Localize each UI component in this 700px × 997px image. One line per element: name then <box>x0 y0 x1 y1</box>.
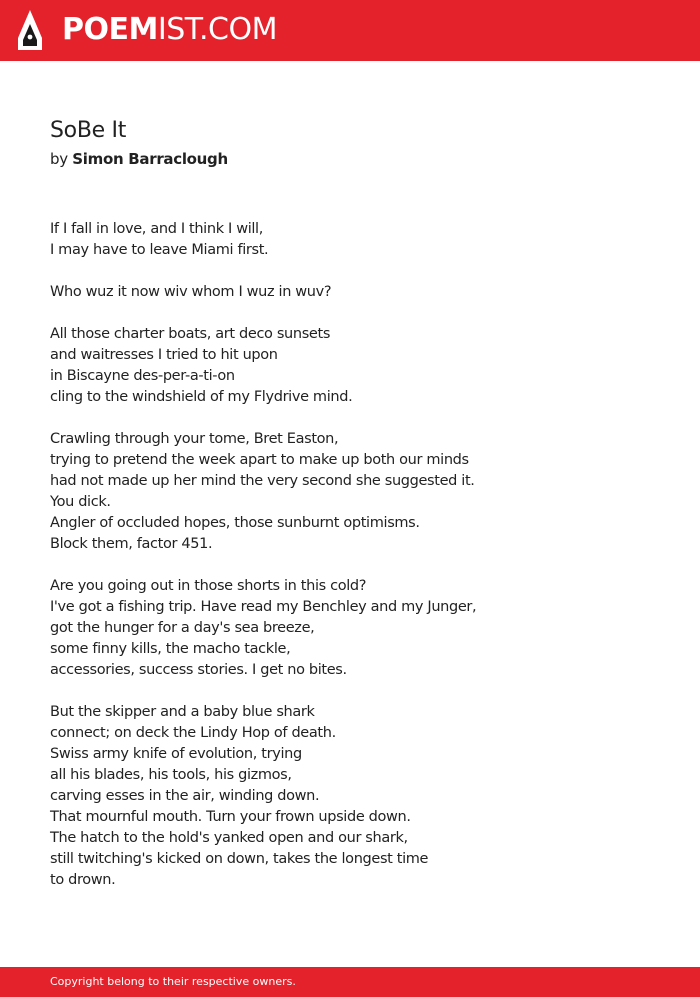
poem-line: Crawling through your tome, Bret Easton, <box>50 431 339 447</box>
logo-text-light: IST.COM <box>157 12 277 47</box>
poem-stanza <box>50 324 650 408</box>
site-logo[interactable] <box>62 12 277 48</box>
poem-line: Swiss army knife of evolution, trying <box>50 746 302 762</box>
poem-line: in Biscayne des-per-a-ti-on <box>50 368 235 384</box>
poem-line: got the hunger for a day's sea breeze, <box>50 620 315 636</box>
poem-line: That mournful mouth. Turn your frown upside down. <box>50 809 411 825</box>
poem-stanza <box>50 219 650 261</box>
site-footer <box>0 967 700 997</box>
site-header <box>0 0 700 61</box>
author-name: Simon Barraclough <box>72 150 228 168</box>
poem-line: connect; on deck the Lindy Hop of death. <box>50 725 336 741</box>
poem-line: all his blades, his tools, his gizmos, <box>50 767 292 783</box>
poem-line: The hatch to the hold's yanked open and our shark, <box>50 830 408 846</box>
poem-line: I may have to leave Miami first. <box>50 242 269 258</box>
poem-line: trying to pretend the week apart to make up both our minds <box>50 452 469 468</box>
poem-stanza <box>50 429 650 555</box>
pen-nib-icon[interactable] <box>18 10 42 50</box>
poem-line: accessories, success stories. I get no bites. <box>50 662 347 678</box>
poem-line: If I fall in love, and I think I will, <box>50 221 263 237</box>
poem-body <box>50 219 650 912</box>
poem-line: I've got a fishing trip. Have read my Benchley and my Junger, <box>50 599 477 615</box>
logo-text-bold: POEM <box>62 12 158 47</box>
poem-line: some finny kills, the macho tackle, <box>50 641 291 657</box>
poem-line: had not made up her mind the very second she suggested it. <box>50 473 475 489</box>
poem-title: SoBe It <box>50 118 127 143</box>
byline-prefix: by <box>50 150 68 168</box>
poem-stanza <box>50 576 650 681</box>
poem-line: You dick. <box>50 494 111 510</box>
poem-stanza <box>50 282 650 303</box>
poem-line: cling to the windshield of my Flydrive mind. <box>50 389 353 405</box>
poem-line: All those charter boats, art deco sunsets <box>50 326 331 342</box>
poem-line: carving esses in the air, winding down. <box>50 788 320 804</box>
poem-line: and waitresses I tried to hit upon <box>50 347 278 363</box>
poem-line: Are you going out in those shorts in this cold? <box>50 578 367 594</box>
poem-line: Block them, factor 451. <box>50 536 213 552</box>
poem-line: But the skipper and a baby blue shark <box>50 704 315 720</box>
poem-line: Who wuz it now wiv whom I wuz in wuv? <box>50 284 332 300</box>
poem-line: Angler of occluded hopes, those sunburnt optimisms. <box>50 515 420 531</box>
copyright-notice: Copyright belong to their respective owners. <box>50 975 296 988</box>
byline <box>50 149 228 169</box>
poem-line: still twitching's kicked on down, takes the longest time <box>50 851 429 867</box>
poem-line: to drown. <box>50 872 116 888</box>
poem-stanza <box>50 702 650 891</box>
